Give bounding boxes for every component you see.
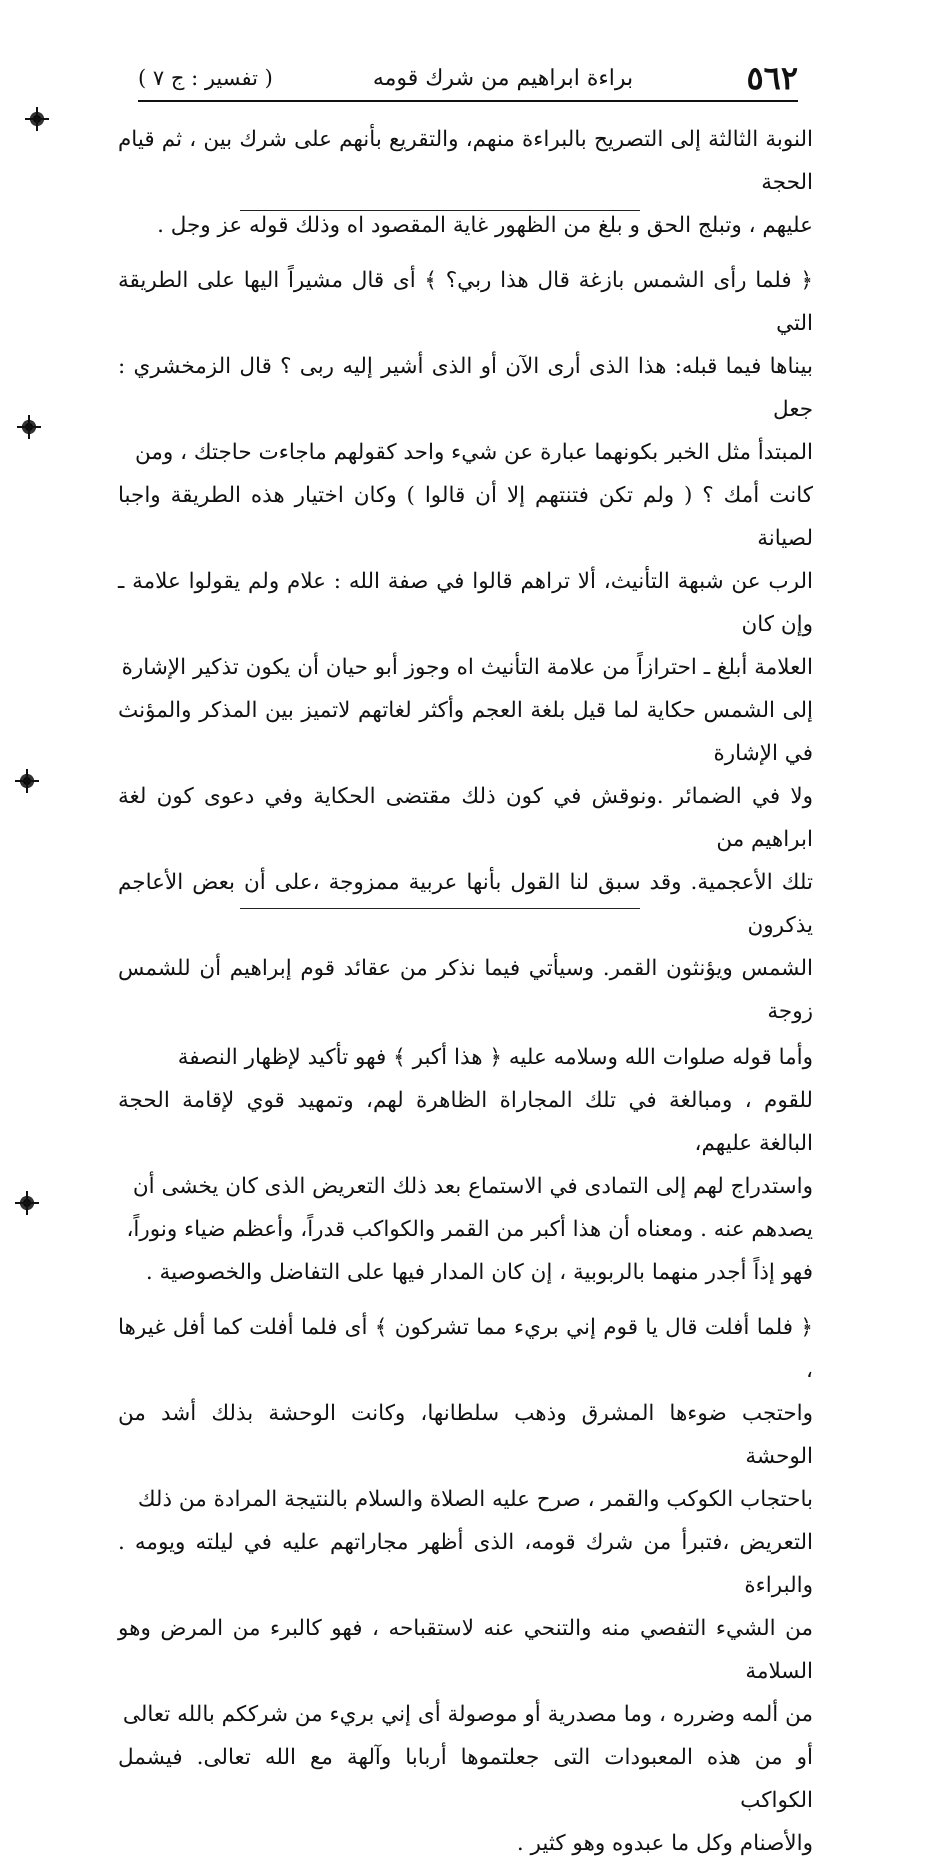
header-rule — [138, 100, 798, 102]
text-line: ﴿ فلما أفلت قال يا قوم إني بريء مما تشركون ﴾ أى فلما أفلت كما أفل غيرها ، — [118, 1315, 813, 1383]
text-line: كانت أمك ؟ ( ولم تكن فتنتهم إلا أن قالوا ) وكان اختيار هذه الطريقة واجبا لصيانة — [118, 483, 813, 551]
body-text — [118, 118, 813, 1865]
text-line: للقوم ، ومبالغة في تلك المجاراة الظاهرة لهم، وتمهيد قوي لإقامة الحجة البالغة عليهم، — [118, 1088, 813, 1156]
text-line: باحتجاب الكوكب والقمر ، صرح عليه الصلاة والسلام بالنتيجة المرادة من ذلك — [137, 1487, 813, 1512]
text-line: من ألمه وضرره ، وما مصدرية أو موصولة أى إني بريء من شرككم بالله تعالى — [122, 1702, 813, 1727]
margin-ink-mark — [22, 420, 36, 434]
text-line: بيناها فيما قبله: هذا الذى أرى الآن أو الذى أشير إليه ربى ؟ قال الزمخشري : جعل — [118, 354, 813, 422]
text-line: أو من هذه المعبودات التى جعلتموها أربابا وآلهة مع الله تعالى. فيشمل الكواكب — [118, 1745, 813, 1813]
text-line: والأصنام وكل ما عبدوه وهو كثير . — [516, 1831, 813, 1856]
text-line: يصدهم عنه . ومعناه أن هذا أكبر من القمر والكواكب قدراً، وأعظم ضياء ونوراً، — [126, 1217, 813, 1242]
text-line: عليهم ، وتبلج الحق و بلغ من الظهور غاية المقصود اه وذلك قوله عز وجل . — [157, 213, 813, 238]
text-line: المبتدأ مثل الخبر بكونهما عبارة عن شيء واحد كقولهم ماجاءت حاجتك ، ومن — [135, 440, 813, 465]
margin-ink-mark — [20, 774, 34, 788]
text-line: من الشيء التفصي منه والتنحي عنه لاستقباحه ، فهو كالبرء من المرض وهو السلامة — [118, 1616, 813, 1684]
page-header — [138, 58, 798, 98]
text-line: ولا في الضمائر .ونوقش في كون ذلك مقتضى الحكاية وفي دعوى كون لغة ابراهيم من — [118, 784, 813, 852]
text-line: واستدراج لهم إلى التمادى في الاستماع بعد ذلك التعريض الذى كان يخشى أن — [132, 1174, 813, 1199]
page-number: ٥٦٢ — [746, 59, 798, 97]
text-line: فهو إذاً أجدر منهما بالربوبية ، إن كان المدار فيها على التفاضل والخصوصية . — [145, 1260, 813, 1285]
text-line: ﴿ فلما رأى الشمس بازغة قال هذا ربي؟ ﴾ أى قال مشيراً اليها على الطريقة التي — [118, 268, 813, 336]
paragraph-rule — [240, 908, 640, 909]
volume-reference: ( تفسير : ج ٧ ) — [138, 66, 273, 90]
text-line: النوبة الثالثة إلى التصريح بالبراءة منهم، والتقريع بأنهم على شرك بين ، ثم قيام الحجة — [118, 127, 813, 195]
text-line: تلك الأعجمية. وقد سبق لنا القول بأنها عربية ممزوجة ،على أن بعض الأعاجم يذكرون — [118, 870, 813, 938]
text-line: واحتجب ضوءها المشرق وذهب سلطانها، وكانت الوحشة بذلك أشد من الوحشة — [118, 1401, 813, 1469]
text-line: إلى الشمس حكاية لما قيل بلغة العجم وأكثر لغاتهم لاتميز بين المذكر والمؤنث في الإشارة — [118, 698, 813, 766]
margin-ink-mark — [30, 112, 44, 126]
text-line: التعريض ،فتبرأ من شرك قومه، الذى أظهر مجاراتهم عليه في ليلته ويومه . والبراءة — [118, 1530, 813, 1598]
text-line: الشمس ويؤنثون القمر. وسيأتي فيما نذكر من عقائد قوم إبراهيم أن للشمس زوجة — [118, 956, 813, 1024]
text-line: العلامة أبلغ ـ احترازاً من علامة التأنيث اه وجوز أبو حيان أن يكون تذكير الإشارة — [121, 655, 813, 680]
text-line: وأما قوله صلوات الله وسلامه عليه ﴿ هذا أكبر ﴾ فهو تأكيد لإظهار النصفة — [177, 1045, 813, 1070]
margin-ink-mark — [20, 1196, 34, 1210]
text-line: الرب عن شبهة التأنيث، ألا تراهم قالوا في صفة الله : علام ولم يقولوا علامة ـ وإن كان — [118, 569, 813, 637]
running-title: براءة ابراهيم من شرك قومه — [372, 65, 634, 91]
paragraph-rule — [240, 210, 640, 211]
